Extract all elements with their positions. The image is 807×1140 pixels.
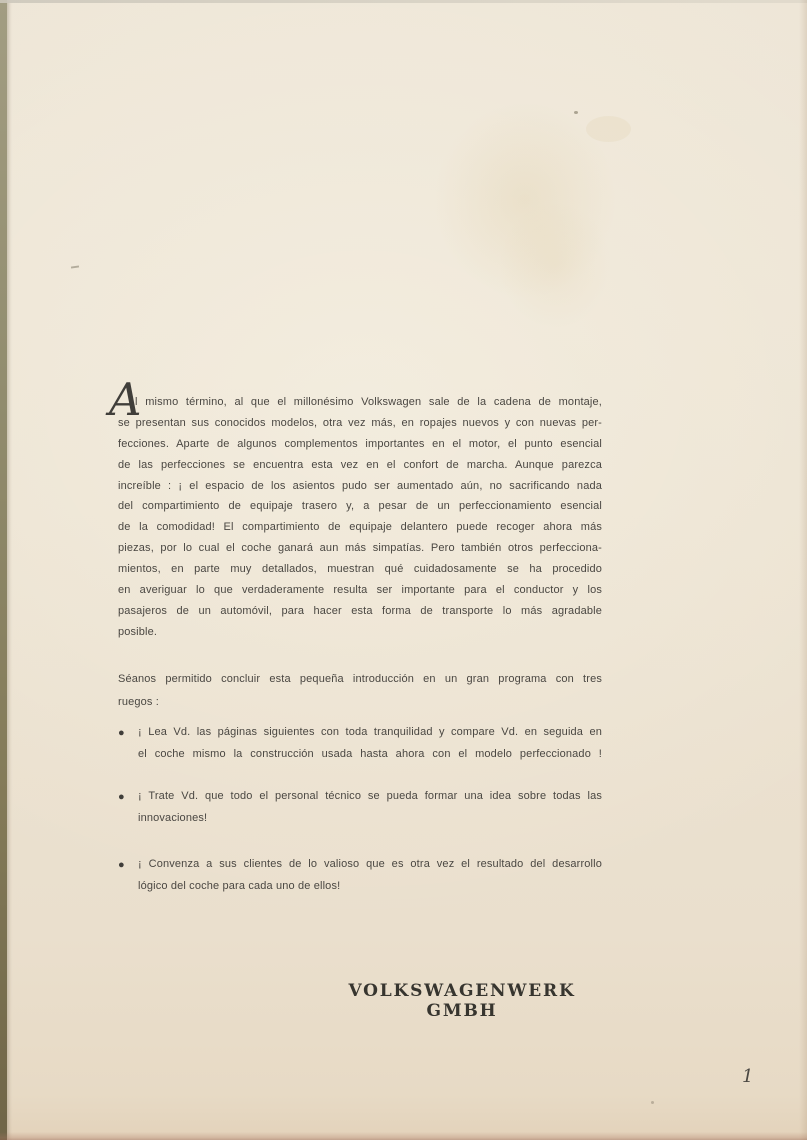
bullet-line: ¡ Lea Vd. las páginas siguientes con toda tranquilidad y compare Vd. en seguida en xyxy=(138,726,602,738)
bullet-text xyxy=(138,853,602,897)
paragraph-line: increíble : ¡ el espacio de los asientos pudo ser aumentado aún, no sacrificando nada xyxy=(118,479,602,492)
bullet-item-3 xyxy=(118,853,602,897)
bullet-text xyxy=(138,721,602,765)
paragraph-line: en averiguar lo que verdaderamente resulta ser importante para el conductor y los xyxy=(118,584,602,597)
bullet-item-1 xyxy=(118,721,602,765)
page-number: 1 xyxy=(742,1066,754,1087)
bullet-line: innovaciones! xyxy=(138,812,208,824)
paragraph-line: l mismo término, al que el millonésimo Volkswagen sale de la cadena de montaje, xyxy=(135,396,602,408)
bullet-text xyxy=(138,785,602,829)
page-bottom-edge xyxy=(0,1132,807,1140)
paragraph-line: mientos, en parte muy detallados, muestran qué cuidadosamente se ha procedido xyxy=(118,563,602,576)
paragraph-line: de la comodidad! El compartimiento de equipaje delantero puede recoger ahora más xyxy=(118,521,602,534)
paragraph-line: posible. xyxy=(118,625,158,638)
paper-speck xyxy=(574,111,578,114)
bullet-icon: ● xyxy=(118,791,125,803)
closing-paragraph xyxy=(118,668,602,714)
page-left-edge xyxy=(0,0,7,1140)
company-signature: VOLKSWAGENWERK GMBH xyxy=(348,981,576,1021)
paragraph-line: pasajeros de un automóvil, para hacer esta forma de transporte lo más agradable xyxy=(118,604,602,617)
bullet-line: el coche mismo la construcción usada hasta ahora con el modelo perfeccionado ! xyxy=(138,748,602,760)
paragraph-line: del compartimiento de equipaje trasero y, a pesar de un perfeccionamiento esencial xyxy=(118,500,602,513)
intro-paragraph xyxy=(109,373,602,643)
paper-speck xyxy=(651,1101,654,1104)
bullet-item-2 xyxy=(118,785,602,829)
bullet-line: ¡ Trate Vd. que todo el personal técnico se pueda formar una idea sobre todas las xyxy=(138,790,602,802)
bullet-icon: ● xyxy=(118,859,125,871)
bullet-line: lógico del coche para cada uno de ellos! xyxy=(138,880,341,892)
drop-cap: A xyxy=(109,373,142,426)
paper-stain xyxy=(586,116,631,142)
page-right-edge xyxy=(799,0,807,1140)
paragraph-line: piezas, por lo cual el coche ganará aun más simpatías. Pero también otros perfecciona- xyxy=(118,542,602,555)
page-top-edge xyxy=(0,0,807,3)
paragraph-line: fecciones. Aparte de algunos complementos importantes en el motor, el punto esencial xyxy=(118,437,602,450)
bullet-line: ¡ Convenza a sus clientes de lo valioso que es otra vez el resultado del desarrollo xyxy=(138,858,602,870)
paragraph-line: de las perfecciones se encuentra esta vez en el confort de marcha. Aunque parezca xyxy=(118,458,602,471)
bullet-icon: ● xyxy=(118,727,125,739)
paragraph-line: ruegos : xyxy=(118,696,159,708)
paragraph-line: Séanos permitido concluir esta pequeña introducción en un gran programa con tres xyxy=(118,673,602,685)
paper-mark xyxy=(71,265,79,268)
paragraph-line: se presentan sus conocidos modelos, otra vez más, en ropajes nuevos y con nuevas per- xyxy=(118,416,602,429)
